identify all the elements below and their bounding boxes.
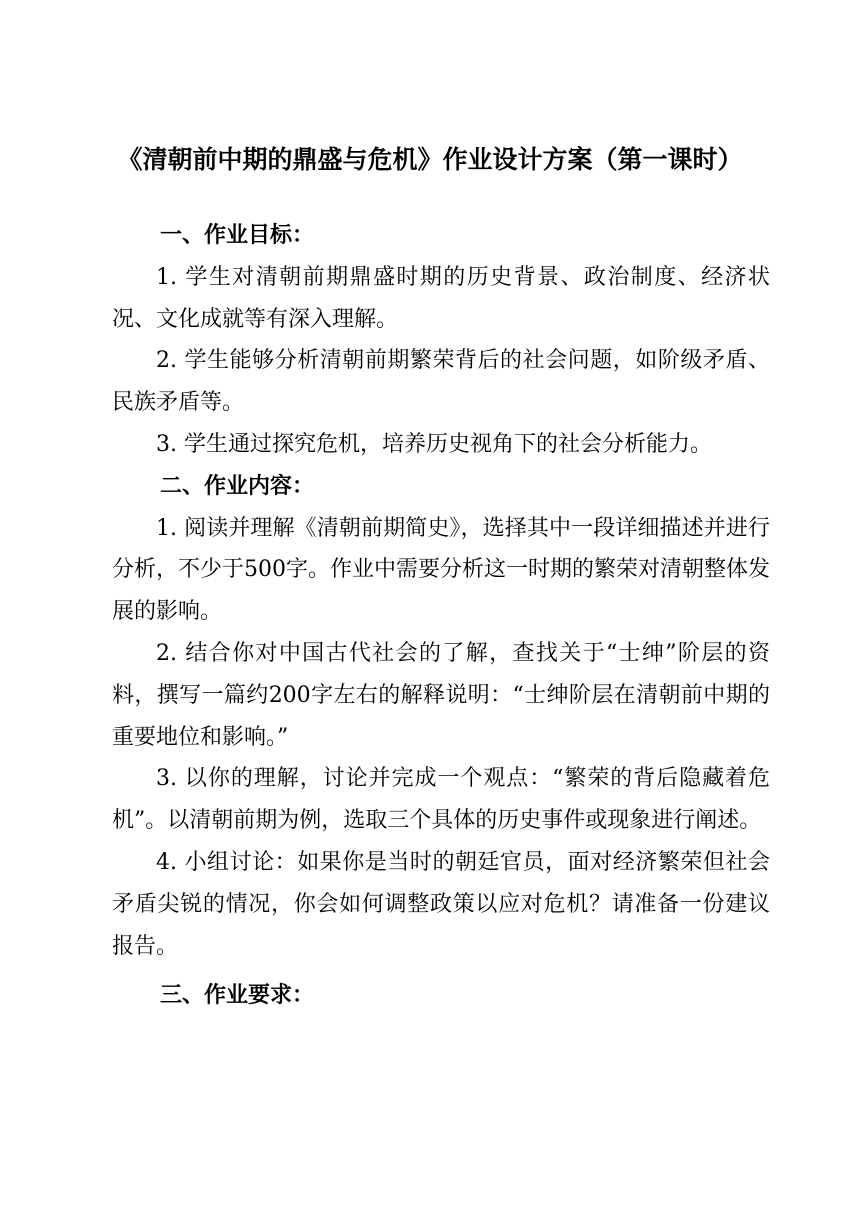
content-paragraph-2: 2. 结合你对中国古代社会的了解，查找关于“士绅”阶层的资料，撰写一篇约200字左右的解释说明：“士绅阶层在清朝前中期的重要地位和影响。” (112, 640, 770, 750)
section-heading-objectives: 一、作业目标： (160, 222, 315, 248)
content-paragraph-1: 1. 阅读并理解《清朝前期简史》，选择其中一段详细描述并进行分析，不少于500字。作业中需要分析这一时期的繁荣对清朝整体发展的影响。 (112, 515, 770, 625)
section-heading-requirements: 三、作业要求： (160, 982, 315, 1009)
document-title: 《清朝前中期的鼎盛与危机》作业设计方案（第一课时） (117, 145, 743, 174)
content-paragraph-3: 3. 以你的理解，讨论并完成一个观点：“繁荣的背后隐藏着危机”。以清朝前期为例，选取三个具体的历史事件或现象进行阐述。 (112, 766, 770, 834)
objective-paragraph-1: 1. 学生对清朝前期鼎盛时期的历史背景、政治制度、经济状况、文化成就等有深入理解。 (112, 264, 770, 332)
objective-paragraph-2: 2. 学生能够分析清朝前期繁荣背后的社会问题，如阶级矛盾、民族矛盾等。 (112, 348, 770, 416)
document-body (112, 215, 770, 1017)
content-paragraph-4: 4. 小组讨论：如果你是当时的朝廷官员，面对经济繁荣但社会矛盾尖锐的情况，你会如何调整政策以应对危机？请准备一份建议报告。 (112, 849, 770, 959)
section-heading-content: 二、作业内容： (160, 472, 315, 499)
objective-paragraph-3: 3. 学生通过探究危机，培养历史视角下的社会分析能力。 (156, 431, 712, 457)
